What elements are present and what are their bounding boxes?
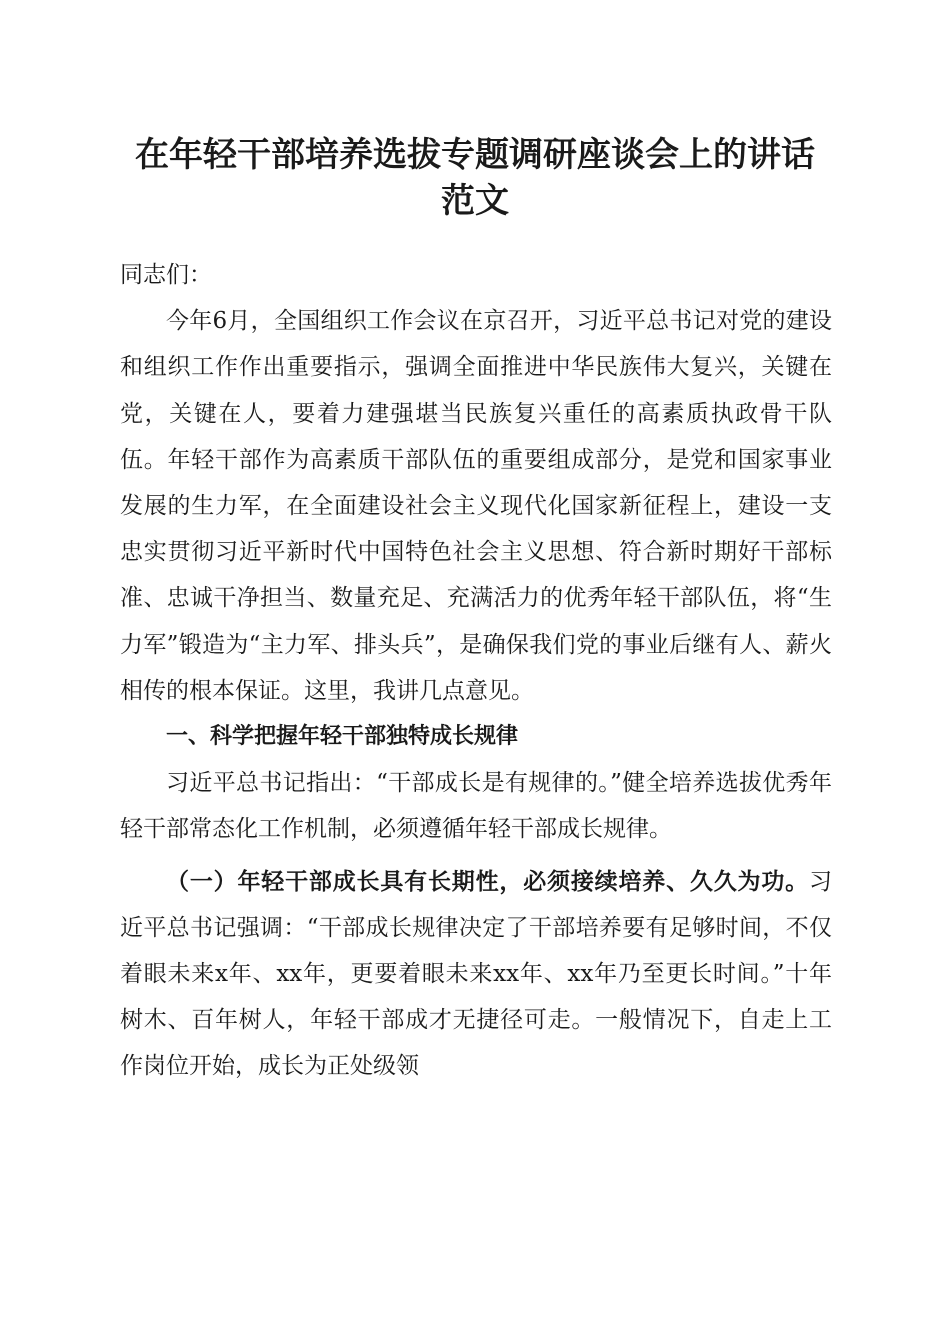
subsection-1-text: 习近平总书记强调：“干部成长规律决定了干部培养要有足够时间，不仅着眼未来x年、xx年，更要着眼未来xx年、xx年乃至更长时间。”十年树木、百年树人，年轻干部成才无捷径可走。一般情况下，自走上工作岗位开始，成长为正处级领 [120,868,832,1080]
section-1-paragraph: 习近平总书记指出：“干部成长是有规律的。”健全培养选拔优秀年轻干部常态化工作机制，必须遵循年轻干部成长规律。 [120,770,832,843]
salutation: 同志们： [120,262,212,288]
document-body [120,252,832,1090]
document-title [80,132,870,224]
intro-paragraph: 今年6月，全国组织工作会议在京召开，习近平总书记对党的建设和组织工作作出重要指示，强调全面推进中华民族伟大复兴，关键在党，关键在人，要着力建强堪当民族复兴重任的高素质执政骨干队伍。年轻干部作为高素质干部队伍的重要组成部分，是党和国家事业发展的生力军，在全面建设社会主义现代化国家新征程上，建设一支忠实贯彻习近平新时代中国特色社会主义思想、符合新时期好干部标准、忠诚干净担当、数量充足、充满活力的优秀年轻干部队伍，将“生力军”锻造为“主力军、排头兵”，是确保我们党的事业后继有人、薪火相传的根本保证。这里，我讲几点意见。 [120,308,832,704]
section-1-heading: 一、科学把握年轻干部独特成长规律 [166,724,519,750]
subsection-1-heading: （一）年轻干部成长具有长期性，必须接续培养、久久为功。 [166,867,809,895]
subsection-1-paragraph [120,859,832,1090]
title-line-1: 在年轻干部培养选拔专题调研座谈会上的讲话 [135,135,815,175]
title-line-2: 范文 [441,181,509,221]
